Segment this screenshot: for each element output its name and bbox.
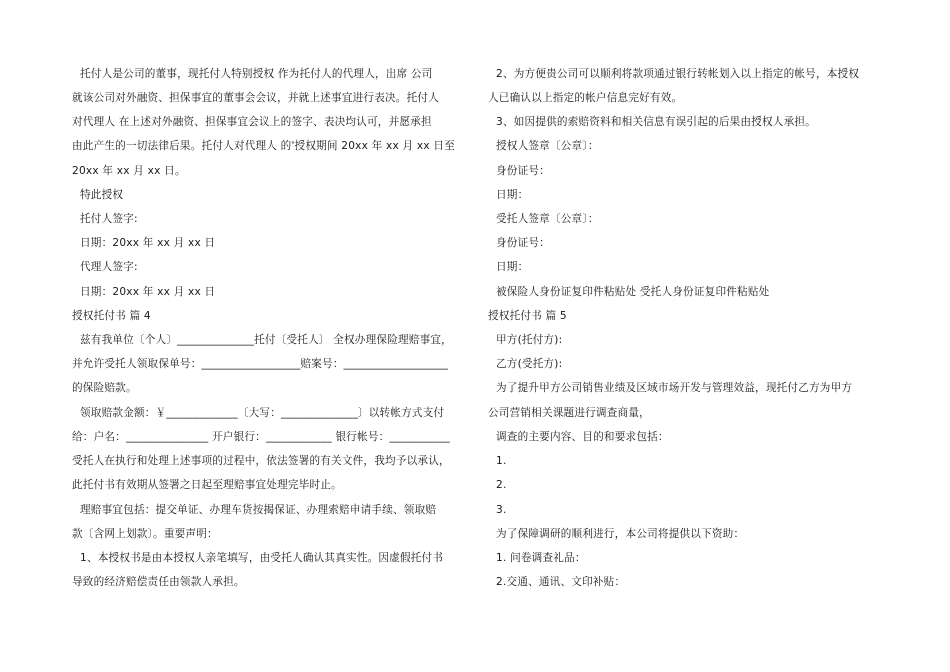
id-copy-paste-area-labels: 被保险人身份证复印件粘贴处 受托人身份证复印件粘贴处	[496, 286, 770, 298]
paragraph-line: 为了保障调研的顺利进行，本公司将提供以下资助：	[496, 528, 745, 540]
section-heading: 授权托付书 篇 4	[72, 310, 151, 322]
date-line: 日期：20xx 年 xx 月 xx 日	[80, 286, 216, 298]
paragraph-line: 兹有我单位〔个人〕______________托付〔受托人〕 全权办理保险理赔事宜，	[80, 334, 452, 346]
party-b-label: 乙方(受托方):	[496, 358, 563, 370]
date-label: 日期：	[496, 261, 529, 273]
paragraph-line: 受托人在执行和处理上述事项的过程中，依法签署的有关文件，我均予以承认，	[72, 455, 450, 467]
paragraph-line: 理赔事宜包括：提交单证、办理车货按揭保证、办理索赔申请手续、领取赔	[80, 504, 437, 516]
paragraph-line: 款〔含网上划款〕。重要声明：	[72, 528, 218, 540]
paragraph-line: 20xx 年 xx 月 xx 日。	[72, 165, 186, 177]
list-item: 3.	[496, 504, 507, 516]
list-item: 1. 问卷调查礼品：	[496, 552, 586, 564]
paragraph-line: 1、本授权书是由本授权人亲笔填写，由受托人确认其真实性。因虚假托付书	[80, 552, 444, 564]
agent-signature-label: 代理人签字:	[80, 261, 138, 273]
id-number-label: 身份证号：	[496, 237, 550, 249]
list-item: 2.交通、通讯、文印补贴：	[496, 576, 626, 588]
paragraph-line: 对代理人 在上述对外融资、担保事宜会议上的签字、表决均认可，并愿承担	[72, 116, 432, 128]
right-column	[488, 0, 883, 672]
id-number-label: 身份证号：	[496, 165, 550, 177]
date-line: 日期：20xx 年 xx 月 xx 日	[80, 237, 216, 249]
paragraph-line: 2、为方便贵公司可以顺利将款项通过银行转帐划入以上指定的帐号，本授权	[496, 68, 860, 80]
list-item: 2.	[496, 479, 507, 491]
paragraph-line: 3、如因提供的索赔资料和相关信息有误引起的后果由授权人承担。	[496, 116, 816, 128]
paragraph-line: 为了提升甲方公司销售业绩及区域市场开发与管理效益，现托付乙方为甲方	[496, 382, 853, 394]
paragraph-line: 人已确认以上指定的帐户信息完好有效。	[488, 92, 683, 104]
paragraph-line: 由此产生的一切法律后果。托付人对代理人 的'授权期间 20xx 年 xx 月 xx 日至	[72, 140, 456, 152]
paragraph-line: 导致的经济赔偿责任由领款人承担。	[72, 576, 245, 588]
principal-signature-label: 托付人签字:	[80, 213, 138, 225]
paragraph-line: 托付人是公司的董事，现托付人特别授权 作为托付人的代理人，出席 公司	[80, 68, 433, 80]
party-a-label: 甲方(托付方):	[496, 334, 563, 346]
paragraph-line: 并允许受托人领取保单号：__________________赔案号：___________________	[72, 358, 449, 370]
date-label: 日期：	[496, 189, 529, 201]
trustee-seal-label: 受托人签章〔公章〕：	[496, 213, 599, 225]
paragraph-line: 此托付书有效期从签署之日起至理赔事宜处理完毕时止。	[72, 479, 342, 491]
authorizer-seal-label: 授权人签章〔公章〕：	[496, 140, 599, 152]
paragraph-line: 公司营销相关课题进行调查商量，	[488, 407, 650, 419]
paragraph-line: 调查的主要内容、目的和要求包括：	[496, 431, 669, 443]
list-item: 1.	[496, 455, 507, 467]
paragraph-line: 领取赔款金额：￥_____________〔大写：______________〕以转帐方式支付	[80, 407, 445, 419]
left-column	[72, 0, 464, 672]
paragraph-line: 给：户名：_______________ 开户银行：____________ 银行帐号：___________	[72, 431, 450, 443]
section-heading: 授权托付书 篇 5	[488, 310, 567, 322]
paragraph-line: 就该公司对外融资、担保事宜的董事会会议，并就上述事宜进行表决。托付人	[72, 92, 439, 104]
special-authorization-line: 特此授权	[80, 189, 124, 201]
paragraph-line: 的保险赔款。	[72, 382, 137, 394]
